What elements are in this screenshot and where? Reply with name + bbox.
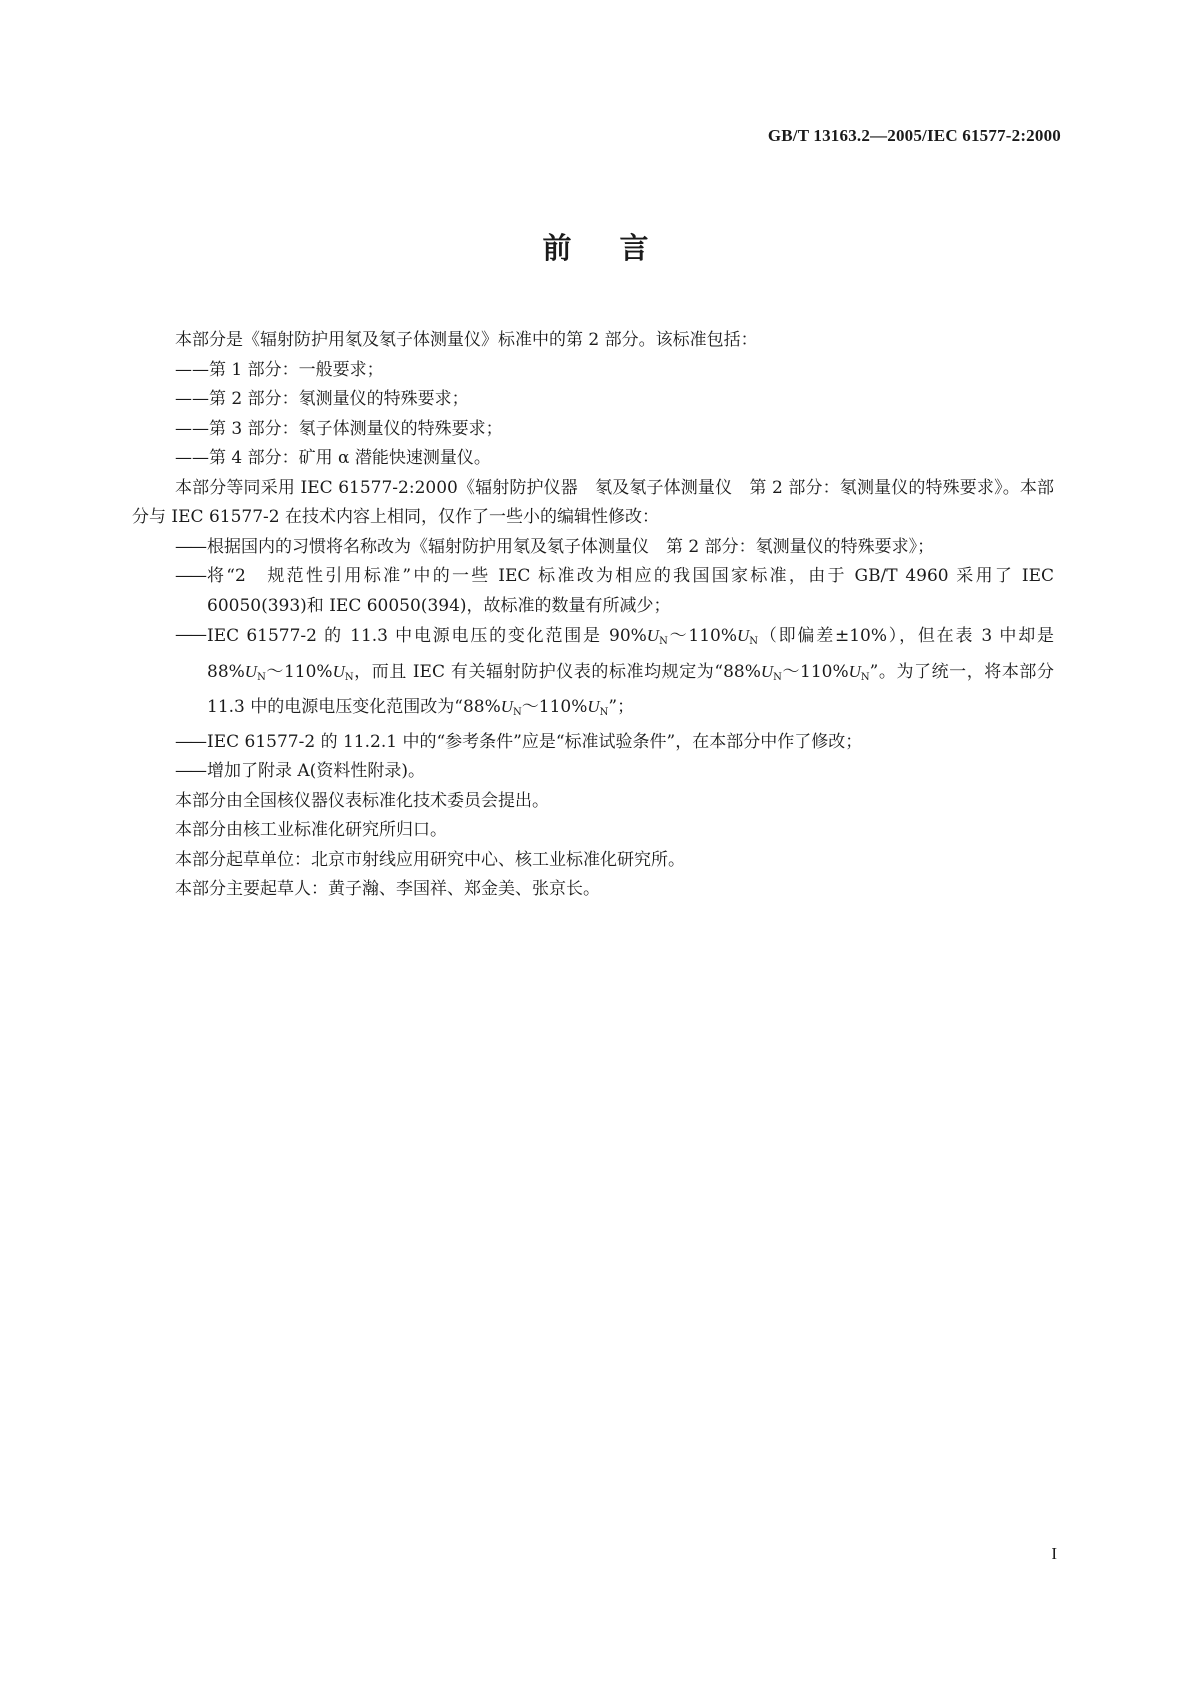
page-title: 前言: [542, 231, 697, 265]
intro-paragraph: 本部分是《辐射防护用氡及氡子体测量仪》标准中的第 2 部分。该标准包括：: [175, 330, 758, 350]
foreword-body: [132, 326, 1054, 905]
proposer-paragraph: 本部分由全国核仪器仪表标准化技术委员会提出。: [175, 790, 549, 811]
part-list-item: ——第 3 部分：氡子体测量仪的特殊要求；: [175, 418, 503, 439]
part-list-item: ——第 1 部分：一般要求；: [175, 359, 384, 380]
standard-code-header: GB/T 13163.2—2005/IEC 61577-2:2000: [767, 126, 1061, 145]
drafters-paragraph: 本部分主要起草人：黄子瀚、李国祥、郑金美、张京长。: [175, 879, 600, 899]
change-item: —— 根据国内的习惯将名称改为《辐射防护用氡及氡子体测量仪 第 2 部分：氡测量仪的特殊要求》；: [175, 536, 935, 557]
change-item: —— 将“2 规范性引用标准”中的一些 IEC 标准改为相应的我国国家标准，由于 GB/T 4960 采用了 IEC 60050(393)和 IEC 60050(394)，故标准的数量有所减少；: [175, 566, 1054, 616]
part-list-item: ——第 2 部分：氡测量仪的特殊要求；: [175, 389, 469, 409]
administrator-paragraph: 本部分由核工业标准化研究所归口。: [175, 820, 447, 840]
part-list-item: ——第 4 部分：矿用 α 潜能快速测量仪。: [175, 448, 491, 468]
drafting-units-paragraph: 本部分起草单位：北京市射线应用研究中心、核工业标准化研究所。: [175, 849, 685, 870]
page-number: I: [1051, 1544, 1057, 1563]
change-item: —— 增加了附录 A(资料性附录)。: [175, 761, 425, 781]
change-item-voltage: —— IEC 61577-2 的 11.3 中电源电压的变化范围是 $90\%U_N\sim 110\%U_N$（即偏差±10%），但在表 3 中却是 $88\%U_N\sim 110\%U_N$，而且 IEC 有关辐射防护仪表的标准均规定为“$88\%U_N\sim 110\%U_N$”。为了统一，将本部分 11.3 中的电源电压变化范围改为“$88\%U_N\sim 110\%U_N$”；: [175, 625, 1054, 718]
adoption-paragraph: 本部分等同采用 IEC 61577-2:2000《辐射防护仪器 氡及氡子体测量仪 第 2 部分：氡测量仪的特殊要求》。本部分与 IEC 61577-2 在技术内容上相同，仅作了一些小的编辑性修改：: [132, 477, 1054, 527]
change-item: —— IEC 61577-2 的 11.2.1 中的“参考条件”应是“标准试验条件”，在本部分中作了修改；: [175, 731, 863, 752]
